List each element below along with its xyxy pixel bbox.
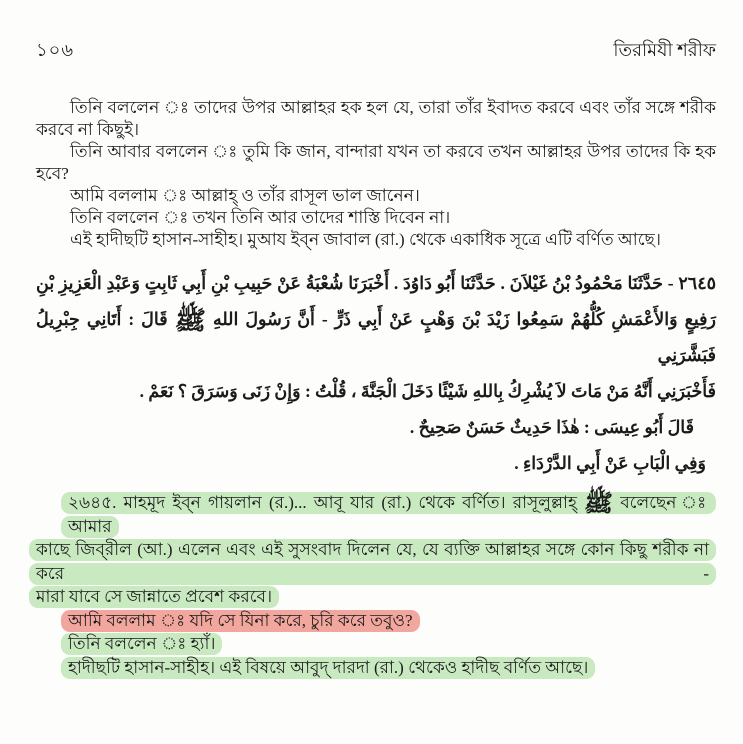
narration-text: তিনি আবার বললেন ঃ তুমি কি জান, বান্দারা যখন তা করবে তখন আল্লাহর উপর তাদের কি হক — [70, 142, 716, 161]
green-highlight — [61, 657, 595, 679]
arabic-text: قَالَ أَبُو عِيسَى : هٰذَا حَدِيثٌ حَسَنٌ صَحِيحٌ . — [409, 417, 694, 437]
arabic-grading-line — [36, 409, 716, 445]
green-highlight: ২৬৪৫. মাহমূদ ইব্‌ন গায়লান (র.)... আবূ যার (রা.) থেকে বর্ণিত। রাসূলুল্লাহ্‌ ﷺ বলেছেন ঃ আমার — [61, 492, 716, 538]
narration-line — [36, 97, 716, 119]
book-title: তিরমিযী শরীফ — [613, 40, 716, 60]
arabic-line — [36, 265, 716, 301]
question-line — [36, 609, 716, 633]
translation-grading-line — [36, 656, 716, 680]
translation-text: তিনি বললেন ঃ হ্যাঁ। — [68, 634, 216, 653]
translation-text: বলেছেন ঃ আমার — [68, 493, 710, 536]
translation-line — [36, 585, 716, 609]
hadith-grading-line — [36, 229, 716, 251]
arabic-hadith-block — [36, 265, 716, 481]
translation-text: কাছে জিব্‌রীল (আ.) এলেন এবং এই সুসংবাদ দিলেন যে, যে ব্যক্তি আল্লাহর সঙ্গে কোন কিছু শরীক না করে - — [36, 540, 709, 583]
pink-highlight — [61, 610, 420, 632]
translation-line — [36, 491, 716, 538]
bengali-narration-block — [36, 97, 716, 251]
arabic-chapter-note-line — [36, 445, 716, 481]
narration-line — [36, 185, 716, 207]
translation-text: মারা যাবে সে জান্নাতে প্রবেশ করবে। — [36, 587, 273, 606]
page-header — [36, 36, 716, 67]
translation-text: হাদীছটি হাসান-সাহীহ। এই বিষয়ে আবুদ্‌ দারদা (রা.) থেকেও হাদীছ বর্ণিত আছে। — [68, 657, 589, 677]
arabic-line: رَفِيعٍ وَالأَعْمَشِ كُلُّهُمْ سَمِعُوا زَيْدَ بْنَ وَهْبٍ عَنْ أَبِي ذَرٍّ - أَنَّ رَسُولَ اللهِ ﷺ قَالَ : أَتَانِي جِبْرِيلُ فَبَشَّرَنِي — [36, 306, 716, 365]
narration-text: হবে? — [36, 164, 69, 183]
green-highlight — [29, 586, 279, 608]
narration-text: করবে না কিছুই। — [36, 120, 140, 139]
arabic-text: وَفِي الْبَابِ عَنْ أَبِي الدَّرْدَاءِ . — [514, 453, 706, 473]
translation-line — [36, 538, 716, 585]
green-highlight — [61, 633, 222, 655]
translation-text: ২৬৪৫. মাহমূদ ইব্‌ন গায়লান (র.)... আবূ যার (রা.) থেকে বর্ণিত। রাসূলুল্লাহ্‌ — [68, 493, 577, 512]
arabic-text: رَفِيعٍ وَالأَعْمَشِ كُلُّهُمْ سَمِعُوا زَيْدَ بْنَ وَهْبٍ عَنْ أَبِي ذَرٍّ - أَنَّ رَسُولَ اللهِ — [212, 309, 716, 329]
arabic-text: ٢٦٤٥ - حَدَّثَنَا مَحْمُودُ بْنُ غَيْلاَنَ . حَدَّثَنَا أَبُو دَاوُدَ . أَخْبَرَنَا شُعْبَةُ عَنْ حَبِيبِ بْنِ أَبِي ثَابِتٍ وَعَبْدِ الْعَزِيزِ بْنِ — [36, 273, 716, 293]
narration-text: তিনি বললেন ঃ তাদের উপর আল্লাহর হক হল যে, তারা তাঁর ইবাদত করবে এবং তাঁর সঙ্গে শরীক — [70, 98, 716, 117]
bengali-translation-block — [36, 491, 716, 679]
arabic-text: قَالَ : أَتَانِي جِبْرِيلُ فَبَشَّرَنِي — [36, 309, 716, 365]
narration-line — [36, 163, 716, 185]
arabic-line — [36, 373, 716, 409]
arabic-text: فَأَخْبَرَنِي أَنَّهُ مَنْ مَاتَ لاَ يُشْرِكُ بِاللهِ شَيْئًا دَخَلَ الْجَنَّةَ ، قُلْتُ : وَإِنْ زَنَى وَسَرَقَ ؟ نَعَمْ . — [139, 381, 716, 401]
answer-line — [36, 632, 716, 656]
page-number: ১০৬ — [36, 40, 75, 60]
narration-line — [36, 119, 716, 141]
narration-text: এই হাদীছটি হাসান-সাহীহ। মুআয ইব্‌ন জাবাল (রা.) থেকে একাধিক সূত্রে এটি বর্ণিত আছে। — [70, 230, 661, 249]
narration-text: আমি বললাম ঃ আল্লাহ্‌ ও তাঁর রাসূল ভাল জানেন। — [70, 186, 420, 205]
narration-line — [36, 141, 716, 163]
narration-text: তিনি বললেন ঃ তখন তিনি আর তাদের শাস্তি দিবেন না। — [70, 208, 451, 227]
narration-line — [36, 207, 716, 229]
translation-text: আমি বললাম ঃ যদি সে যিনা করে, চুরি করে তবুও? — [68, 610, 413, 630]
green-highlight — [29, 539, 716, 585]
